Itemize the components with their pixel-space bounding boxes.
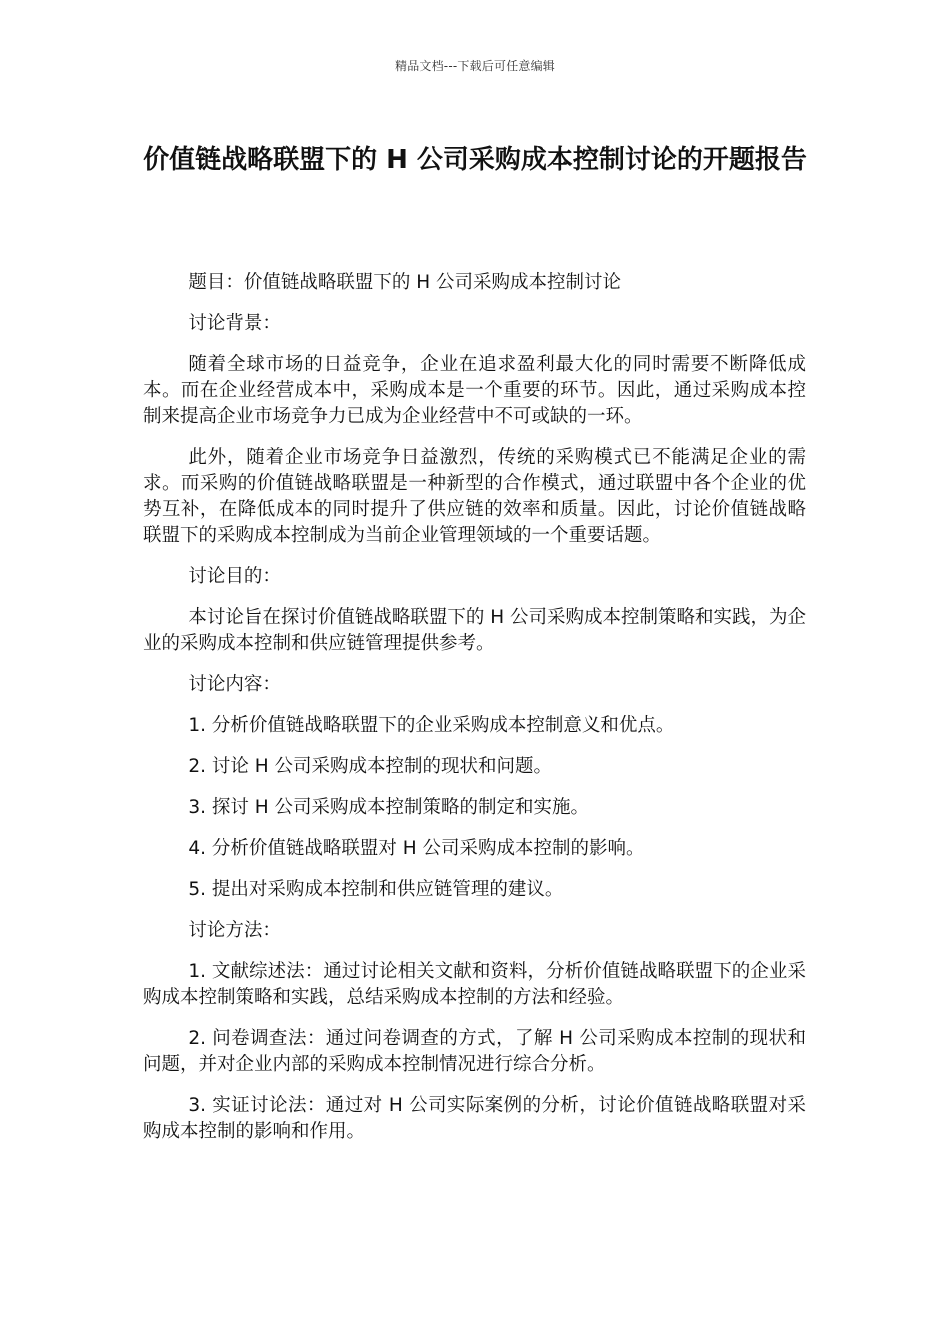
- content-heading: 讨论内容：: [188, 674, 281, 695]
- background-heading: 讨论背景：: [188, 313, 281, 334]
- purpose-heading: 讨论目的：: [188, 566, 281, 587]
- background-paragraph-2: 此外，随着企业市场竞争日益激烈，传统的采购模式已不能满足企业的需求。而采购的价值链战略联盟是一种新型的合作模式，通过联盟中各个企业的优势互补，在降低成本的同时提升了供应链的效率和质量。因此，讨论价值链战略联盟下的采购成本控制成为当前企业管理领域的一个重要话题。: [143, 447, 806, 546]
- document-title: 价值链战略联盟下的 H 公司采购成本控制讨论的开题报告: [143, 145, 807, 175]
- method-item-2: 2. 问卷调查法：通过问卷调查的方式，了解 H 公司采购成本控制的现状和问题，并对企业内部的采购成本控制情况进行综合分析。: [143, 1028, 806, 1075]
- topic-line: 题目：价值链战略联盟下的 H 公司采购成本控制讨论: [188, 272, 621, 293]
- method-item-1: 1. 文献综述法：通过讨论相关文献和资料，分析价值链战略联盟下的企业采购成本控制策略和实践，总结采购成本控制的方法和经验。: [143, 961, 806, 1008]
- background-paragraph-1: 随着全球市场的日益竞争，企业在追求盈利最大化的同时需要不断降低成本。而在企业经营成本中，采购成本是一个重要的环节。因此，通过采购成本控制来提高企业市场竞争力已成为企业经营中不可或缺的一环。: [143, 354, 806, 427]
- purpose-paragraph: 本讨论旨在探讨价值链战略联盟下的 H 公司采购成本控制策略和实践，为企业的采购成本控制和供应链管理提供参考。: [143, 607, 806, 654]
- content-list-item-4: 4. 分析价值链战略联盟对 H 公司采购成本控制的影响。: [188, 838, 645, 859]
- content-list-item-2: 2. 讨论 H 公司采购成本控制的现状和问题。: [188, 756, 553, 777]
- method-item-3: 3. 实证讨论法：通过对 H 公司实际案例的分析，讨论价值链战略联盟对采购成本控制的影响和作用。: [143, 1095, 806, 1142]
- page-header-note: 精品文档---下载后可任意编辑: [395, 59, 555, 73]
- content-list-item-1: 1. 分析价值链战略联盟下的企业采购成本控制意义和优点。: [188, 715, 675, 736]
- content-list-item-3: 3. 探讨 H 公司采购成本控制策略的制定和实施。: [188, 797, 590, 818]
- document-body: [143, 270, 806, 1160]
- content-list-item-5: 5. 提出对采购成本控制和供应链管理的建议。: [188, 879, 564, 900]
- method-heading: 讨论方法：: [188, 920, 281, 941]
